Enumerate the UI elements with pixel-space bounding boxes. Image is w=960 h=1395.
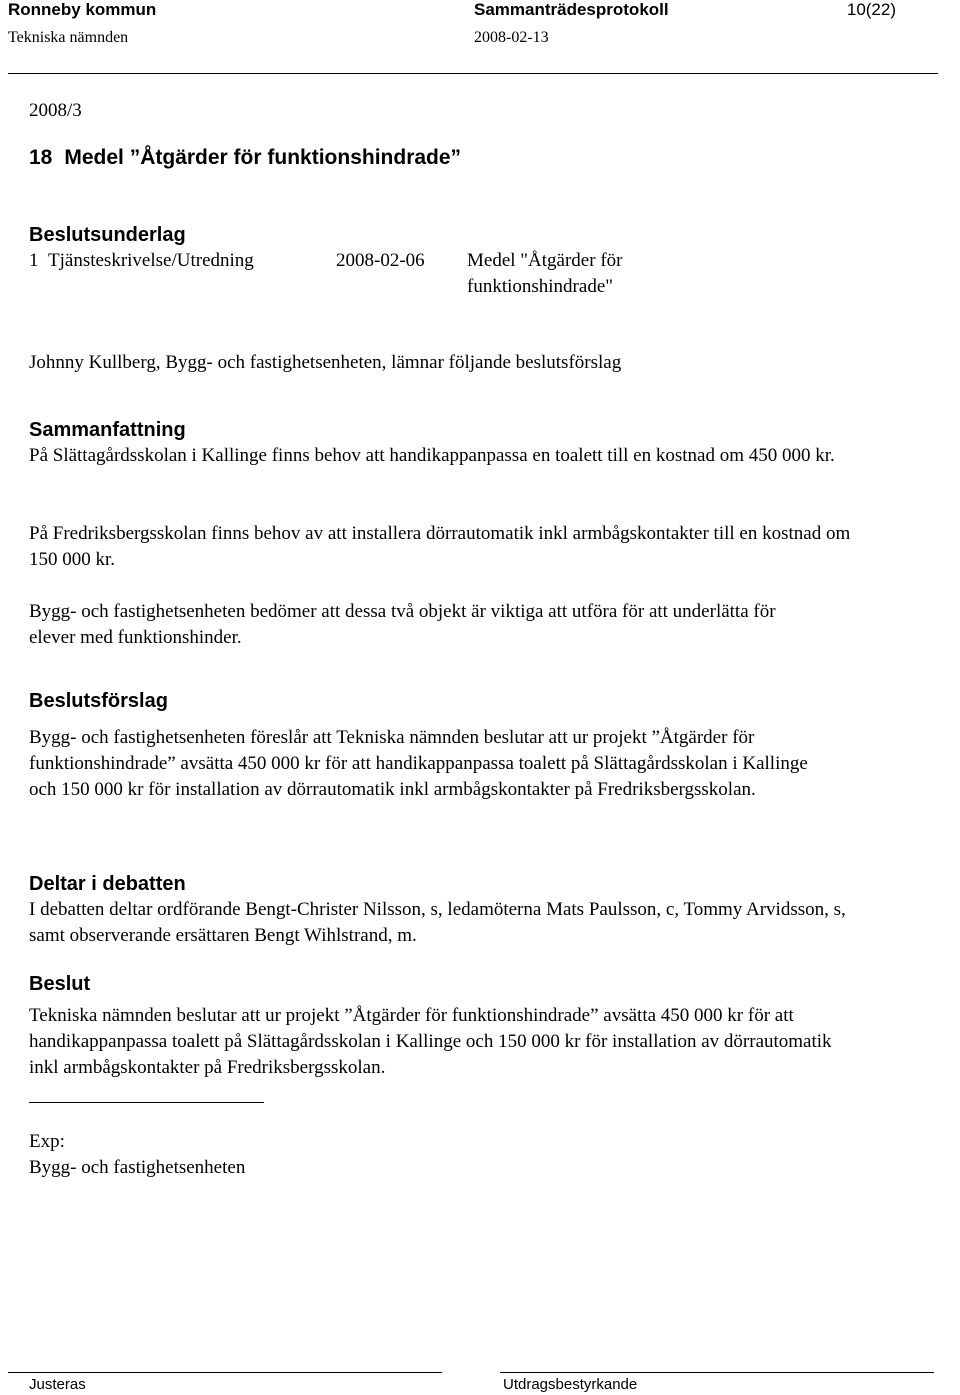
footer-adjusted-label: Justeras	[29, 1376, 86, 1393]
meeting-date: 2008-02-13	[474, 29, 549, 46]
footer-certified-label: Utdragsbestyrkande	[503, 1376, 638, 1393]
footer-rule-right	[500, 1372, 934, 1373]
proposal-text: Bygg- och fastighetsenheten föreslår att Tekniska nämnden beslutar att ur projekt ”Åtgärder för funktionshindrade” avsätta 450 000 kr för att handikappanpassa toalett på Slättagårdsskolan i Kallinge och 150 000 kr för installation av dörrautomatik inkl armbågskontakter på Fredriksbergsskolan.	[29, 727, 808, 800]
summary-heading: Sammanfattning	[29, 419, 186, 441]
decision-basis-section	[29, 222, 929, 300]
decision-basis-heading: Beslutsunderlag	[29, 224, 186, 246]
decision-section	[29, 971, 929, 1081]
header-divider	[8, 73, 938, 74]
document-number: 1	[29, 250, 39, 271]
debate-section	[29, 871, 929, 949]
proposal-section	[29, 688, 929, 803]
document-row	[29, 248, 929, 300]
debate-text: I debatten deltar ordförande Bengt-Christer Nilsson, s, ledamöterna Mats Paulsson, c, Tommy Arvidsson, s, samt observerande ersättaren Bengt Wihlstrand, m.	[29, 899, 846, 946]
decision-heading: Beslut	[29, 973, 91, 995]
protocol-title: Sammanträdesprotokoll	[474, 0, 669, 19]
signature-line	[29, 1102, 264, 1103]
summary-section	[29, 417, 929, 469]
summary-paragraph-2: På Fredriksbergsskolan finns behov av att installera dörrautomatik inkl armbågskontakter till en kostnad om 150 000 kr.	[29, 523, 851, 570]
item-number: 18	[29, 146, 53, 169]
municipality-name: Ronneby kommun	[8, 0, 157, 19]
board-name: Tekniska nämnden	[8, 29, 129, 46]
item-title-text: Medel ”Åtgärder för funktionshindrade”	[64, 146, 462, 169]
document-description: Medel "Åtgärder för funktionshindrade"	[467, 250, 623, 297]
dispatch-recipient: Bygg- och fastighetsenheten	[29, 1157, 246, 1178]
summary-paragraph-1: På Slättagårdsskolan i Kallinge finns behov att handikappanpassa en toalett till en kostnad om 450 000 kr.	[29, 445, 835, 466]
page-header	[8, 0, 952, 46]
document-date: 2008-02-06	[336, 250, 425, 271]
debate-heading: Deltar i debatten	[29, 873, 186, 895]
case-number: 2008/3	[29, 100, 82, 121]
dispatch-section	[29, 1129, 929, 1181]
footer-rule-left	[8, 1372, 442, 1373]
proposal-heading: Beslutsförslag	[29, 690, 168, 712]
item-title	[29, 146, 461, 170]
document-type: Tjänsteskrivelse/Utredning	[48, 250, 254, 271]
decision-text: Tekniska nämnden beslutar att ur projekt ”Åtgärder för funktionshindrade” avsätta 450 000 kr för att handikappanpassa toalett på Slättagårdsskolan i Kallinge och 150 000 kr för installation av dörrautomatik inkl armbågskontakter på Fredriksbergsskolan.	[29, 1005, 832, 1078]
summary-paragraph-3: Bygg- och fastighetsenheten bedömer att dessa två objekt är viktiga att utföra för att underlätta för elever med funktionshinder.	[29, 601, 776, 648]
dispatch-label: Exp:	[29, 1131, 65, 1152]
page-number: 10(22)	[846, 0, 896, 19]
intro-text: Johnny Kullberg, Bygg- och fastighetsenheten, lämnar följande beslutsförslag	[29, 352, 622, 373]
